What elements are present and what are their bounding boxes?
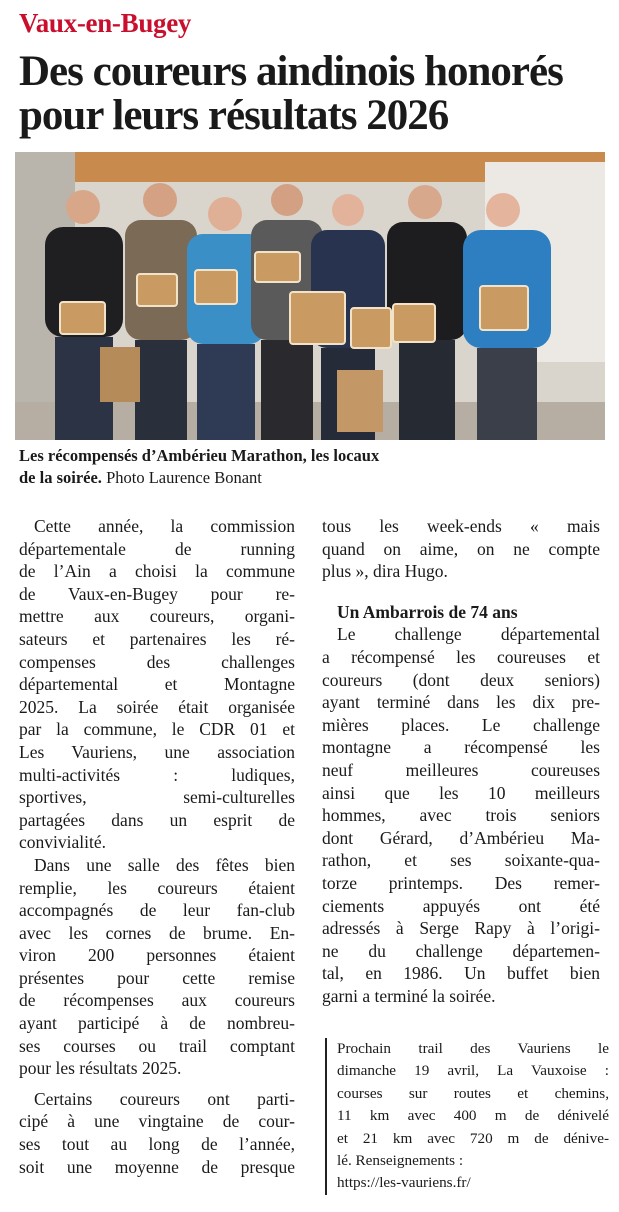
paragraph-line: adressés à Serge Rapy à l’origi- (322, 918, 600, 939)
paragraph-line: compenses des challenges (19, 651, 295, 672)
paragraph-line: Certains coureurs ont parti- (34, 1088, 295, 1109)
paragraph-line: soit une moyenne de presque (19, 1156, 295, 1177)
paragraph-line: Dans une salle des fêtes bien (34, 854, 295, 875)
info-line: Prochain trail des Vauriens le (337, 1040, 609, 1057)
paragraph-line: départemental et Montagne (19, 674, 295, 695)
info-line: lé. Renseignements : (337, 1152, 464, 1170)
article-column-2 (322, 515, 600, 1007)
paragraph-line: de l’Ain a choisi la commune (19, 561, 295, 582)
info-line: 11 km avec 400 m de dénivelé (337, 1107, 609, 1125)
paragraph-line: quand on aime, on ne compte (322, 538, 600, 559)
paragraph-line: coureurs (dont deux seniors) (322, 669, 600, 690)
paragraph-line: ne du challenge départemen- (322, 940, 600, 961)
paragraph-line: convivialité. (19, 832, 106, 853)
article-photo (15, 152, 605, 440)
paragraph-line: sateurs et partenaires les ré- (19, 628, 295, 649)
paragraph-line: mettre aux coureurs, organi- (19, 606, 295, 627)
paragraph-line: ses tout au long de l’année, (19, 1134, 295, 1155)
headline (19, 50, 609, 138)
paragraph-line: de récompenses aux coureurs (19, 990, 295, 1011)
caption-line-2: de la soirée. (19, 468, 102, 487)
article-column-1 (19, 515, 295, 1178)
info-line: et 21 km avec 720 m de dénive- (337, 1129, 609, 1147)
headline-line-2: pour leurs résultats 2026 (19, 92, 449, 139)
paragraph-line: sportives, semi-culturelles (19, 787, 295, 808)
paragraph-line: ainsi que les 10 meilleurs (322, 782, 600, 803)
paragraph-line: neuf meilleures coureuses (322, 759, 600, 780)
section-kicker: Vaux-en-Bugey (19, 8, 192, 38)
group-photo-illustration (15, 152, 605, 440)
photo-credit: Photo Laurence Bonant (101, 468, 262, 487)
paragraph-line: présentes pour cette remise (19, 967, 295, 988)
paragraph-line: cipé à une vingtaine de cour- (19, 1111, 295, 1132)
paragraph-line: accompagnés de leur fan-club (19, 900, 295, 921)
paragraph-line: Le challenge départemental (337, 624, 600, 645)
event-info-box (325, 1038, 609, 1195)
paragraph-line: garni a terminé la soirée. (322, 985, 496, 1006)
paragraph-line: torze printemps. Des remer- (322, 872, 600, 893)
caption-line-1: Les récompensés d’Ambérieu Marathon, les locaux (19, 446, 380, 465)
paragraph-line: ayant participé à de nombreu- (19, 1013, 295, 1034)
paragraph-line: montagne a récompensé les (322, 737, 600, 758)
paragraph-line: de Vaux-en-Bugey pour re- (19, 583, 295, 604)
paragraph-line: hommes, avec trois seniors (322, 805, 600, 826)
paragraph-line: départementale de running (19, 538, 295, 559)
info-link[interactable]: https://les-vauriens.fr/ (337, 1174, 471, 1192)
paragraph-line: ses courses ou trail comptant (19, 1035, 295, 1056)
paragraph-line: partagées dans un esprit de (19, 809, 295, 830)
info-line: courses sur routes et chemins, (337, 1084, 609, 1102)
headline-line-1: Des coureurs aindinois honorés (19, 48, 563, 95)
photo-caption (19, 445, 604, 489)
paragraph-line: Les Vauriens, une association (19, 741, 295, 762)
paragraph-line: ciements appuyés ont été (322, 895, 600, 916)
paragraph-line: par la commune, le CDR 01 et (19, 719, 295, 740)
paragraph-line: Cette année, la commission (34, 516, 295, 536)
paragraph-line: a récompensé les coureuses et (322, 646, 600, 667)
paragraph-line: ayant terminé dans les dix pre- (322, 692, 600, 713)
paragraph-line: rathon, et ses soixante-qua- (322, 850, 600, 871)
paragraph-line: tous les week-ends « mais (322, 516, 600, 536)
paragraph-line: 2025. La soirée était organisée (19, 696, 295, 717)
section-subheading: Un Ambarrois de 74 ans (337, 601, 518, 622)
paragraph-line: viron 200 personnes étaient (19, 945, 295, 966)
paragraph-line: remplie, les coureurs étaient (19, 877, 295, 898)
paragraph-line: mières places. Le challenge (322, 714, 600, 735)
paragraph-line: tal, en 1986. Un buffet bien (322, 963, 600, 984)
paragraph-line: plus », dira Hugo. (322, 561, 448, 582)
info-line: dimanche 19 avril, La Vauxoise : (337, 1062, 609, 1080)
paragraph-line: avec les cornes de brume. En- (19, 922, 295, 943)
paragraph-line: pour les résultats 2025. (19, 1058, 182, 1079)
paragraph-line: multi-activités : ludiques, (19, 764, 295, 785)
paragraph-line: dont Gérard, d’Ambérieu Ma- (322, 827, 600, 848)
